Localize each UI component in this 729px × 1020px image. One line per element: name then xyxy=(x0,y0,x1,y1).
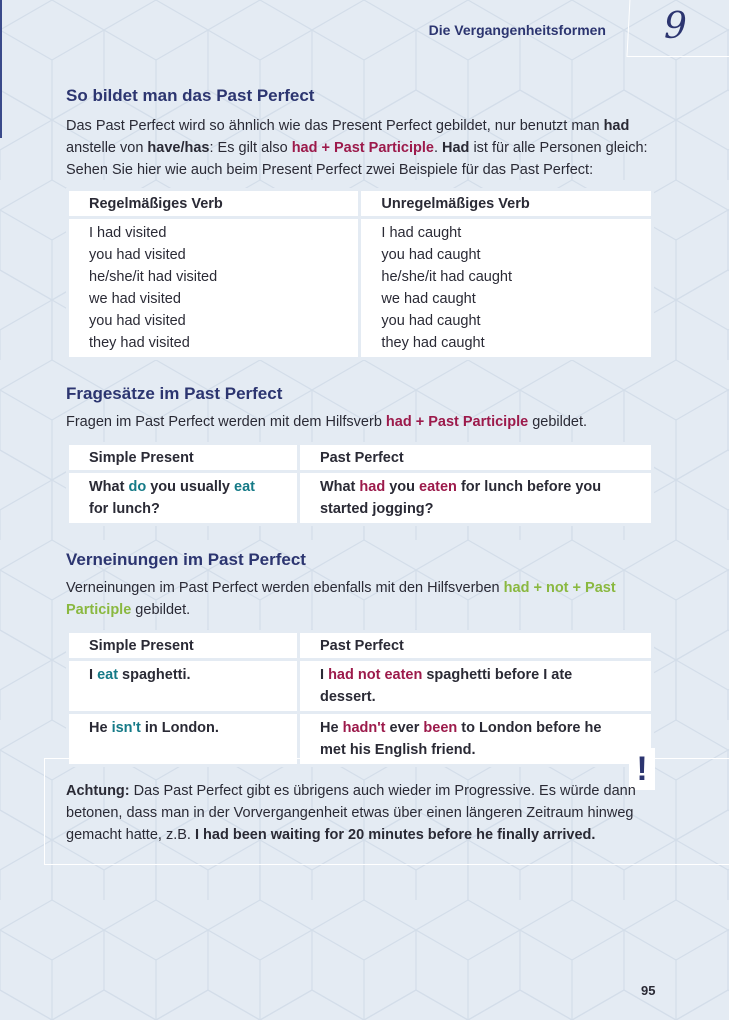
regular-form: I had visited xyxy=(89,225,167,241)
regular-form: he/she/it had visited xyxy=(89,269,218,285)
table-header-simple-present: Simple Present xyxy=(68,444,299,472)
irregular-form: they had caught xyxy=(381,335,485,351)
table-header-irregular: Unregelmäßiges Verb xyxy=(360,190,653,218)
exclamation-icon: ! xyxy=(629,748,655,790)
attention-note-text: Achtung: Das Past Perfect gibt es übrigens auch wieder im Progressive. Es würde dann betonen, dass man in der Vorvergangenheit etwas über einen längeren Zeitraum hinweg gemacht hatte, z.B. I had been waiting for 20 minutes before he finally arrived. xyxy=(66,783,636,843)
questions-table xyxy=(66,442,654,526)
negation-simple-present: I eat spaghetti. xyxy=(68,660,299,713)
questions-intro: Fragen im Past Perfect werden mit dem Hilfsverb had + Past Participle gebildet. xyxy=(66,414,588,430)
negation-simple-present: He isn't in London. xyxy=(68,713,299,766)
regular-form: you had visited xyxy=(89,247,186,263)
left-margin-rule xyxy=(0,0,2,138)
negation-past-perfect: I had not eaten spaghetti before I ate dessert. xyxy=(299,660,653,713)
table-header-past-perfect: Past Perfect xyxy=(298,444,652,472)
table-header-regular: Regelmäßiges Verb xyxy=(68,190,360,218)
irregular-form: he/she/it had caught xyxy=(381,269,513,285)
negation-past-perfect: He hadn't ever been to London before he met his English friend. xyxy=(299,713,653,766)
table-header-past-perfect: Past Perfect xyxy=(299,632,653,660)
formation-intro: Das Past Perfect wird so ähnlich wie das Present Perfect gebildet, nur benutzt man had anstelle von have/has: Es gilt also had + Past Participle. Had ist für alle Personen gleich: Sehen Sie hier wie auch beim Present Perfect zwei Beispiele für das Past Perfect: xyxy=(66,118,648,178)
irregular-form: we had caught xyxy=(381,291,476,307)
regular-verb-forms xyxy=(68,218,360,359)
regular-form: we had visited xyxy=(89,291,181,307)
page-number: 95 xyxy=(641,983,656,998)
negations-intro: Verneinungen im Past Perfect werden ebenfalls mit den Hilfsverben had + not + Past Participle gebildet. xyxy=(66,580,616,618)
chapter-number: 9 xyxy=(664,6,687,47)
irregular-form: you had caught xyxy=(381,247,481,263)
irregular-form: you had caught xyxy=(381,313,481,329)
chapter-title: Die Vergangenheitsformen xyxy=(428,22,606,38)
conjugation-table xyxy=(66,188,654,360)
regular-form: they had visited xyxy=(89,335,190,351)
negations-table xyxy=(66,630,654,767)
irregular-form: I had caught xyxy=(381,225,462,241)
irregular-verb-forms xyxy=(360,218,653,359)
question-simple-present: What do you usually eat for lunch? xyxy=(68,472,299,525)
section-heading-formation: So bildet man das Past Perfect xyxy=(66,86,315,105)
table-header-simple-present: Simple Present xyxy=(68,632,299,660)
section-heading-questions: Fragesätze im Past Perfect xyxy=(66,384,283,403)
regular-form: you had visited xyxy=(89,313,186,329)
question-past-perfect: What had you eaten for lunch before you started jogging? xyxy=(298,472,652,525)
section-heading-negations: Verneinungen im Past Perfect xyxy=(66,550,306,569)
